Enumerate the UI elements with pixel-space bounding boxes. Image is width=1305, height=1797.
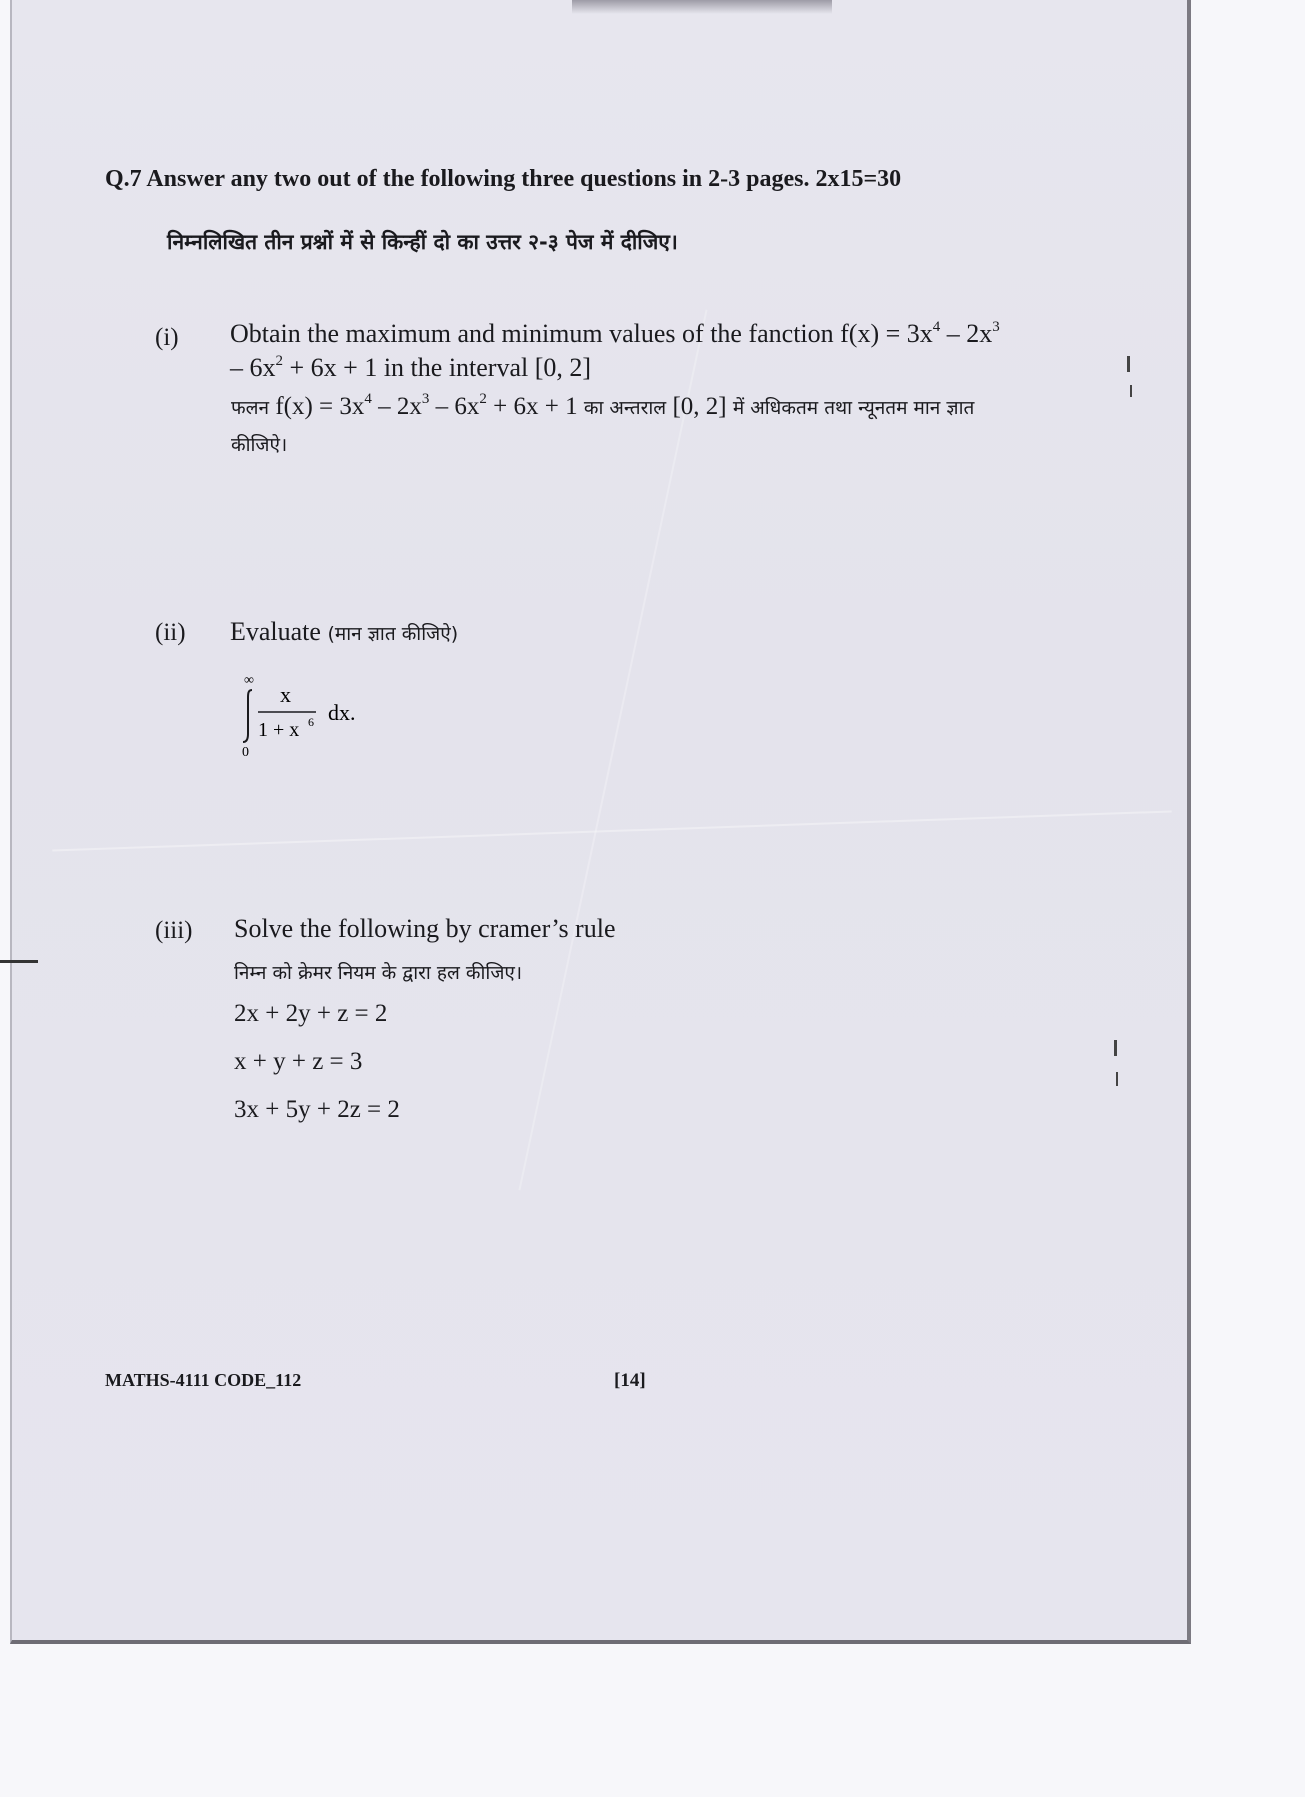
question-heading: Q.7 Answer any two out of the following three questions in 2-3 pages. 2x15=30: [105, 166, 902, 192]
denominator-exponent: 6: [308, 715, 314, 729]
scan-mark: [1114, 1040, 1117, 1056]
paper-sheet: [10, 0, 1191, 1644]
lower-limit: 0: [242, 745, 249, 758]
part-i-line1: Obtain the maximum and minimum values of the fanction $f(x) = 3x^4 - 2x^3$: [230, 319, 1000, 348]
integral-sign: [243, 690, 252, 742]
part-i-line2: – $6x^2 + 6x + 1$ in the interval [0, 2]: [230, 353, 592, 382]
paper-crease: [518, 310, 707, 1191]
scan-shadow: [572, 0, 832, 14]
paper-code: MATHS-4111 CODE_112: [105, 1370, 302, 1390]
part-ii-label: Evaluate (मान ज्ञात कीजिऐ): [230, 617, 459, 646]
fraction-denominator: 1 + x: [258, 719, 300, 741]
part-i-number: (i): [155, 324, 179, 351]
integral-expression: [236, 668, 396, 758]
part-iii-text-hindi: निम्न को क्रेमर नियम के द्वारा हल कीजिए।: [234, 962, 523, 984]
scan-edge-mark: [0, 960, 38, 963]
equation-3: 3x + 5y + 2z = 2: [234, 1096, 400, 1123]
page-number: [14]: [614, 1370, 646, 1391]
part-iii-number: (iii): [155, 917, 193, 944]
upper-limit: ∞: [244, 673, 254, 688]
question-heading-hindi: निम्नलिखित तीन प्रश्नों में से किन्हीं दो का उत्तर २-३ पेज में दीजिए।: [167, 230, 678, 254]
scan-mark: [1116, 1072, 1118, 1086]
fraction-numerator: x: [280, 682, 291, 707]
paper-crease: [52, 810, 1171, 851]
equation-2: x + y + z = 3: [234, 1048, 363, 1075]
part-i-hindi-line1: फलन $f(x) = 3x^4 - 2x^3 - 6x^2 + 6x + 1$ का अन्तराल [0, 2] में अधिकतम तथा न्यूनतम मान ज्ञात: [231, 391, 975, 420]
part-ii-number: (ii): [155, 619, 186, 646]
differential: dx.: [328, 700, 356, 725]
equation-1: 2x + 2y + z = 2: [234, 1000, 388, 1027]
part-i-hindi-line2: कीजिऐ।: [231, 434, 288, 456]
scan-mark: [1130, 385, 1132, 397]
scan-mark: [1127, 356, 1130, 372]
part-iii-text: Solve the following by cramer’s rule: [234, 914, 616, 943]
